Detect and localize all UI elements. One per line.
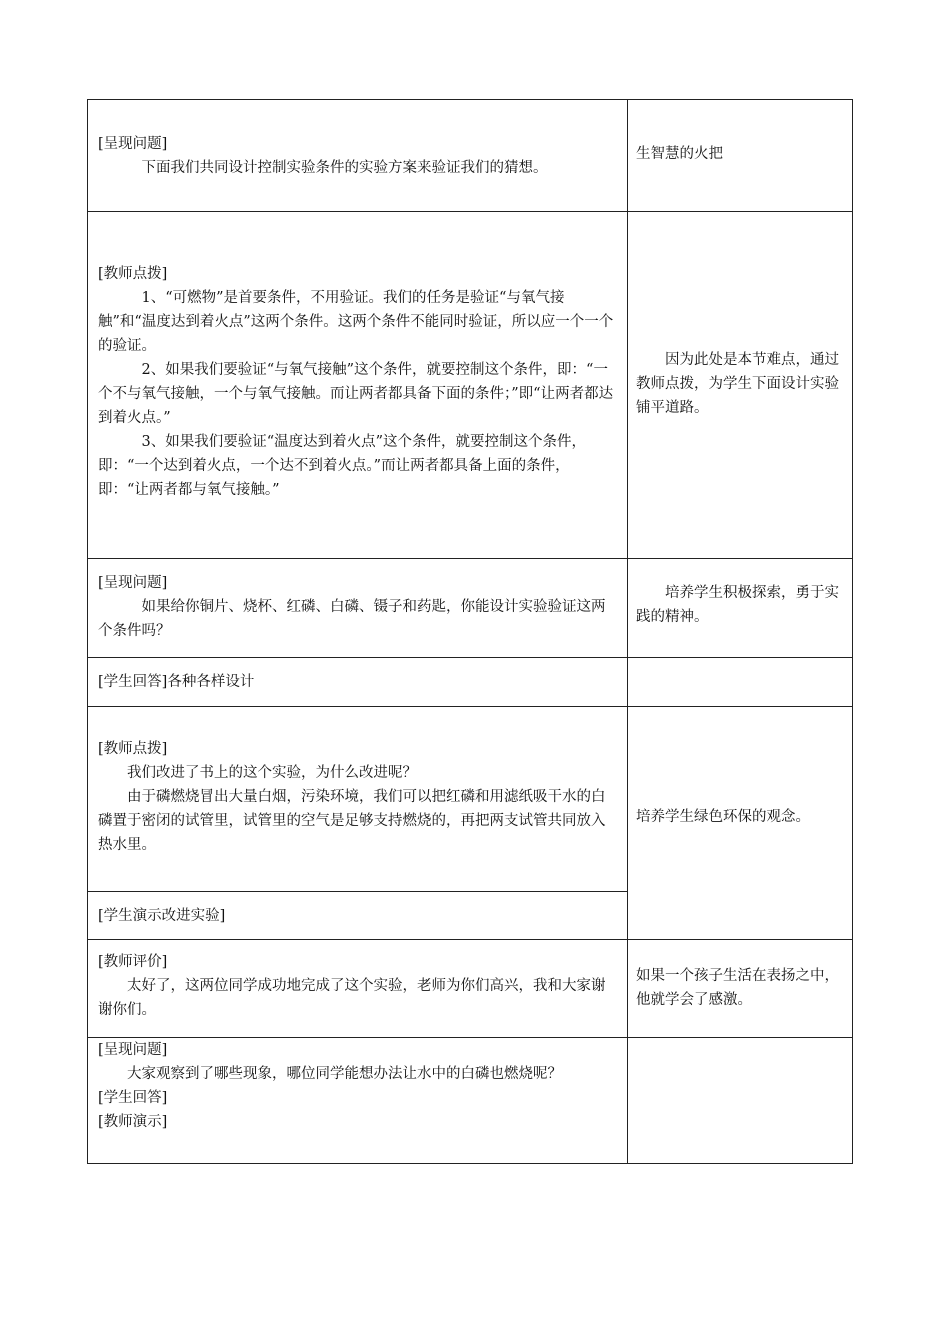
section-tag: [学生回答]: [98, 1090, 168, 1106]
table-row: [88, 658, 853, 707]
table-row: [88, 212, 853, 559]
activity-text: 大家观察到了哪些现象，哪位同学能想办法让水中的白磷也燃烧呢？: [127, 1066, 562, 1082]
activity-cell: [88, 658, 628, 707]
activity-cell: [88, 559, 628, 658]
section-tag: [教师点拨]: [98, 741, 168, 757]
section-tag: [教师点拨]: [98, 266, 168, 282]
activity-cell: [88, 1038, 628, 1164]
intent-cell: [628, 1038, 853, 1164]
intent-cell: [628, 100, 853, 212]
intent-cell: [628, 559, 853, 658]
table-row: [88, 940, 853, 1038]
section-tag: [呈现问题]: [98, 1042, 168, 1058]
activity-text: 下面我们共同设计控制实验条件的实验方案来验证我们的猜想。: [141, 160, 548, 176]
activity-cell: [88, 707, 628, 892]
intent-text: 生智慧的火把: [636, 146, 723, 162]
activity-text: 如果给你铜片、烧杯、红磷、白磷、镊子和药匙，你能设计实验验证这两个条件吗？: [98, 599, 606, 639]
section-tag: [呈现问题]: [98, 575, 168, 591]
intent-cell: [628, 707, 853, 940]
activity-text: 由于磷燃烧冒出大量白烟，污染环境，我们可以把红磷和用滤纸吸干水的白磷置于密闭的试管里，试管里的空气是足够支持燃烧的，再把两支试管共同放入热水里。: [98, 789, 606, 853]
intent-text: 培养学生绿色环保的观念。: [636, 809, 810, 825]
activity-text: 3、如果我们要验证“温度达到着火点”这个条件，就要控制这个条件，即：“一个达到着火点，一个达不到着火点。”而让两者都具备上面的条件，即：“让两者都与氧气接触。”: [98, 434, 587, 498]
activity-text: [学生回答]各种各样设计: [98, 674, 255, 690]
intent-text: 培养学生积极探索，勇于实践的精神。: [636, 585, 839, 625]
activity-cell: [88, 100, 628, 212]
intent-cell: [628, 212, 853, 559]
table-row: [88, 559, 853, 658]
activity-text: 太好了，这两位同学成功地完成了这个实验，老师为你们高兴，我和大家谢谢你们。: [98, 978, 606, 1018]
activity-text: [学生演示改进实验]: [98, 908, 226, 924]
activity-text: 1、“可燃物”是首要条件，不用验证。我们的任务是验证“与氧气接触”和“温度达到着火点”这两个条件。这两个条件不能同时验证，所以应一个一个的验证。: [98, 290, 614, 354]
activity-cell: [88, 892, 628, 940]
activity-text: 我们改进了书上的这个实验，为什么改进呢？: [127, 765, 417, 781]
activity-cell: [88, 940, 628, 1038]
lesson-plan-table: [87, 99, 853, 1164]
intent-text: [628, 658, 852, 670]
activity-cell: [88, 212, 628, 559]
section-tag: [教师演示]: [98, 1114, 168, 1130]
section-tag: [呈现问题]: [98, 136, 168, 152]
section-tag: [教师评价]: [98, 954, 168, 970]
intent-text: [628, 1038, 852, 1050]
activity-text: 2、如果我们要验证“与氧气接触”这个条件，就要控制这个条件，即：“一个不与氧气接触，一个与氧气接触。而让两者都具备下面的条件；”即“让两者都达到着火点。”: [98, 362, 614, 426]
intent-cell: [628, 658, 853, 707]
table-row: [88, 100, 853, 212]
intent-cell: [628, 940, 853, 1038]
table-row: [88, 1038, 853, 1164]
intent-text: 因为此处是本节难点，通过教师点拨，为学生下面设计实验铺平道路。: [636, 352, 839, 416]
intent-text: 如果一个孩子生活在表扬之中，他就学会了感激。: [636, 968, 839, 1008]
table-row: [88, 707, 853, 892]
